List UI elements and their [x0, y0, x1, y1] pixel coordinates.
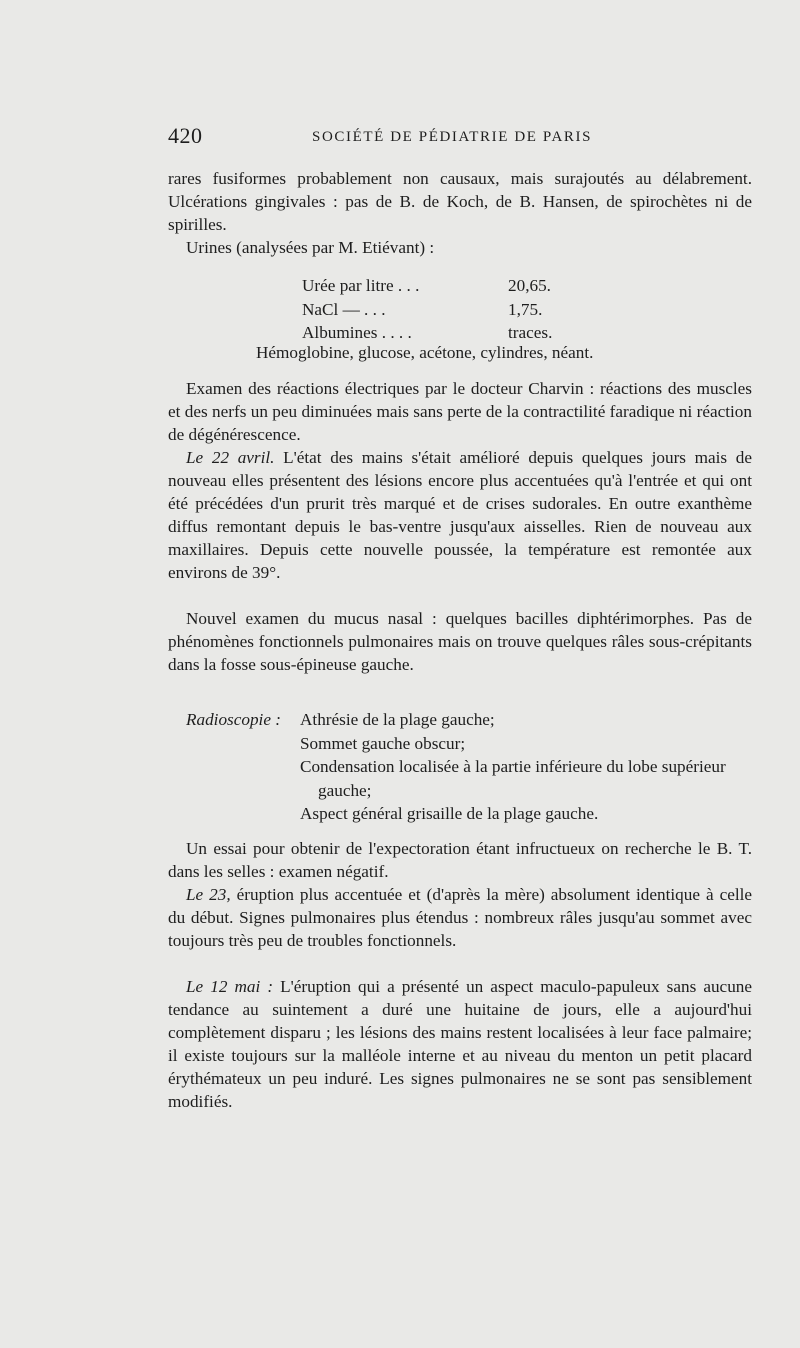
radioscopy-label: Radioscopie :	[186, 710, 281, 729]
urine-value: 1,75.	[508, 299, 543, 319]
paragraph-12-mai-text: L'éruption qui a présenté un aspect maculo-papuleux sans aucune tendance au suintement a duré une huitaine de jours, elle a aujourd'hui complètement disparu ; les lésions des mains restent localisées à leur face palmaire; il existe toujours sur la malléole interne et au niveau du menton un petit placard érythémateux un peu induré. Les signes pulmonaires ne se sont pas sensiblement modifiés.	[168, 977, 753, 1112]
urine-label: Urée par litre . . .	[302, 276, 420, 295]
date-22-april: Le 22 avril.	[186, 448, 275, 467]
page-number: 420	[168, 123, 203, 148]
urine-value: traces.	[508, 323, 553, 342]
radioscopy-item: Sommet gauche obscur;	[300, 733, 466, 753]
paragraph-22-april-text: L'état des mains s'était amélioré depuis quelques jours mais de nouveau elles présentent des lésions encore plus accentuées qu'à l'entrée et qui ont été précédées d'un prurit très marqué et de crises sudorales. En outre exanthème diffus remontant depuis le bas-ventre jusqu'aux aisselles. Rien de nouveau aux maxillaires. Depuis cette nouvelle poussée, la température est remontée aux environs de 39°.	[168, 448, 752, 583]
page-header	[168, 123, 752, 157]
paragraph-electrical-exam: Examen des réactions électriques par le docteur Charvin : réactions des muscles et des nerfs un peu diminuées mais sans perte de la contractilité faradique ni réaction de dégénérescence.	[168, 379, 752, 445]
urine-summary: Hémoglobine, glucose, acétone, cylindres, néant.	[256, 343, 594, 362]
paragraph-23-text: éruption plus accentuée et (d'après la mère) absolument identique à celle du début. Signes pulmonaires plus étendus : nombreux râles jusqu'au sommet avec toujours très peu de troubles fonctionnels.	[168, 885, 752, 951]
paragraph-ulcerations: rares fusiformes probablement non causaux, mais surajoutés au délabrement. Ulcérations gingivales : pas de B. de Koch, de B. Hansen, de spirochètes ni de spirilles.	[168, 169, 752, 235]
radioscopy-item: Condensation localisée à la partie inférieure du lobe supérieur gauche;	[300, 757, 726, 800]
radioscopy-item: Aspect général grisaille de la plage gauche.	[300, 804, 599, 824]
paragraph-urines-intro: Urines (analysées par M. Etiévant) :	[186, 238, 435, 257]
paragraph-12-mai	[168, 975, 752, 1114]
paragraph-22-april	[168, 446, 752, 585]
urine-label: Albumines . . . .	[302, 323, 412, 342]
urine-value: 20,65.	[508, 276, 551, 295]
paragraph-23	[168, 883, 752, 952]
running-title: SOCIÉTÉ DE PÉDIATRIE DE PARIS	[312, 129, 593, 145]
date-23: Le 23,	[186, 885, 231, 904]
urine-label: NaCl — . . .	[302, 299, 386, 319]
date-12-mai: Le 12 mai :	[186, 977, 274, 996]
radioscopy-findings	[300, 708, 756, 826]
paragraph-expectoration: Un essai pour obtenir de l'expectoration étant infructueux on recherche le B. T. dans les selles : examen négatif.	[168, 839, 752, 882]
paragraph-nasal-exam: Nouvel examen du mucus nasal : quelques bacilles diphtérimorphes. Pas de phénomènes fonctionnels pulmonaires mais on trouve quelques râles sous-crépitants dans la fosse sous-épineuse gauche.	[168, 609, 752, 675]
radioscopy-item: Athrésie de la plage gauche;	[300, 710, 495, 729]
